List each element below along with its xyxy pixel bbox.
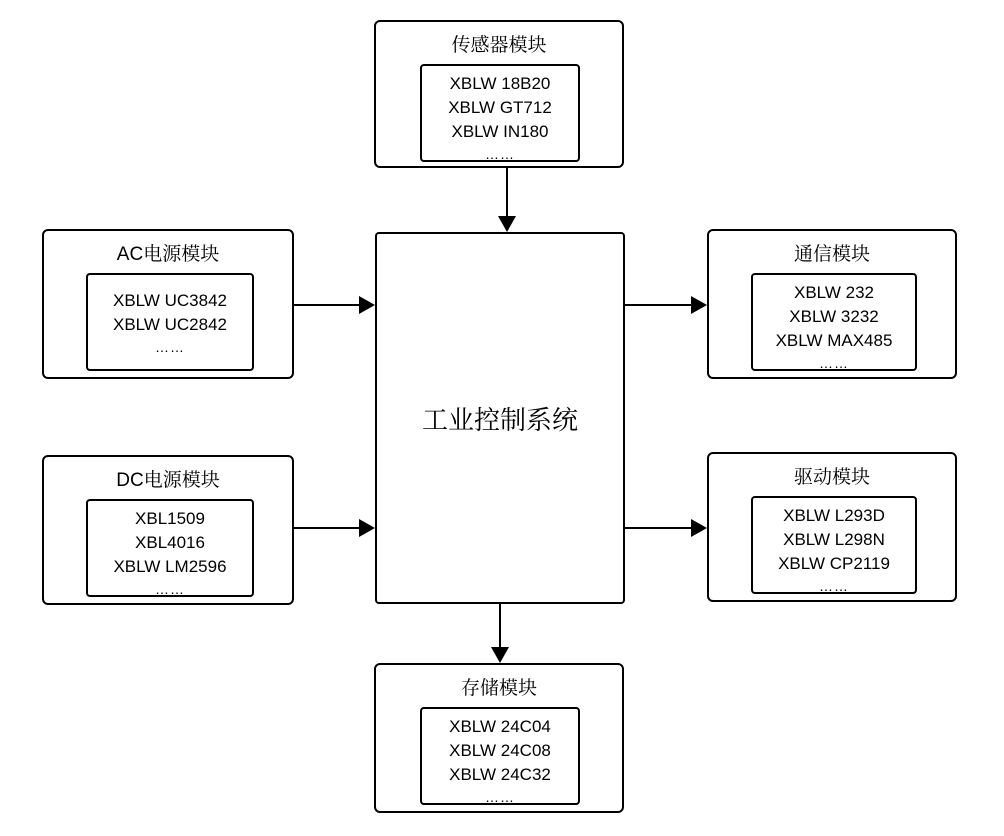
list-item: XBLW UC2842 [112,315,227,334]
central-system-label: 工业控制系统 [421,404,578,435]
module-ac-power-title: AC电源模块 [116,244,220,265]
module-sensor-title: 传感器模块 [451,35,547,56]
list-item: …… [485,146,515,162]
module-storage [374,663,624,813]
module-dc-power [42,455,294,605]
list-item: XBLW 24C04 [449,717,551,736]
module-communication-title: 通信模块 [793,244,870,265]
list-item: …… [819,578,849,594]
module-driver-title: 驱动模块 [793,467,870,488]
module-communication [707,229,957,379]
list-item: …… [155,339,185,355]
module-communication-items [751,273,917,371]
list-item: …… [485,789,515,805]
list-item: XBLW 3232 [789,307,879,326]
arrow-system-to-storage [491,604,509,664]
module-sensor-items [420,64,580,162]
list-item: XBLW 18B20 [449,74,551,93]
list-item: XBLW 24C08 [449,741,551,760]
module-storage-title: 存储模块 [460,678,537,699]
arrow-ac-power-to-system [294,296,375,314]
central-system-block [375,232,625,604]
list-item: XBL4016 [135,533,205,552]
list-item: XBLW LM2596 [113,557,227,576]
list-item: XBLW L298N [783,530,885,549]
module-ac-power [42,229,294,379]
list-item: XBLW MAX485 [775,331,893,350]
module-dc-power-items [86,499,254,597]
list-item: XBLW GT712 [448,98,552,117]
module-dc-power-title: DC电源模块 [116,470,220,491]
arrow-sensor-to-system [498,168,516,232]
list-item: XBLW IN180 [451,122,549,141]
list-item: XBL1509 [135,509,205,528]
module-sensor [374,20,624,168]
list-item: XBLW 232 [793,283,874,302]
arrow-dc-power-to-system [294,519,375,537]
list-item: XBLW CP2119 [778,554,890,573]
list-item: XBLW 24C32 [449,765,551,784]
module-driver-items [751,496,917,594]
module-storage-items [420,707,580,805]
arrow-system-to-communication [625,296,707,314]
list-item: …… [155,581,185,597]
list-item: XBLW UC3842 [112,291,227,310]
list-item: …… [819,355,849,371]
arrow-system-to-driver [625,519,707,537]
module-ac-power-items [86,273,254,371]
module-driver [707,452,957,602]
list-item: XBLW L293D [783,506,885,525]
